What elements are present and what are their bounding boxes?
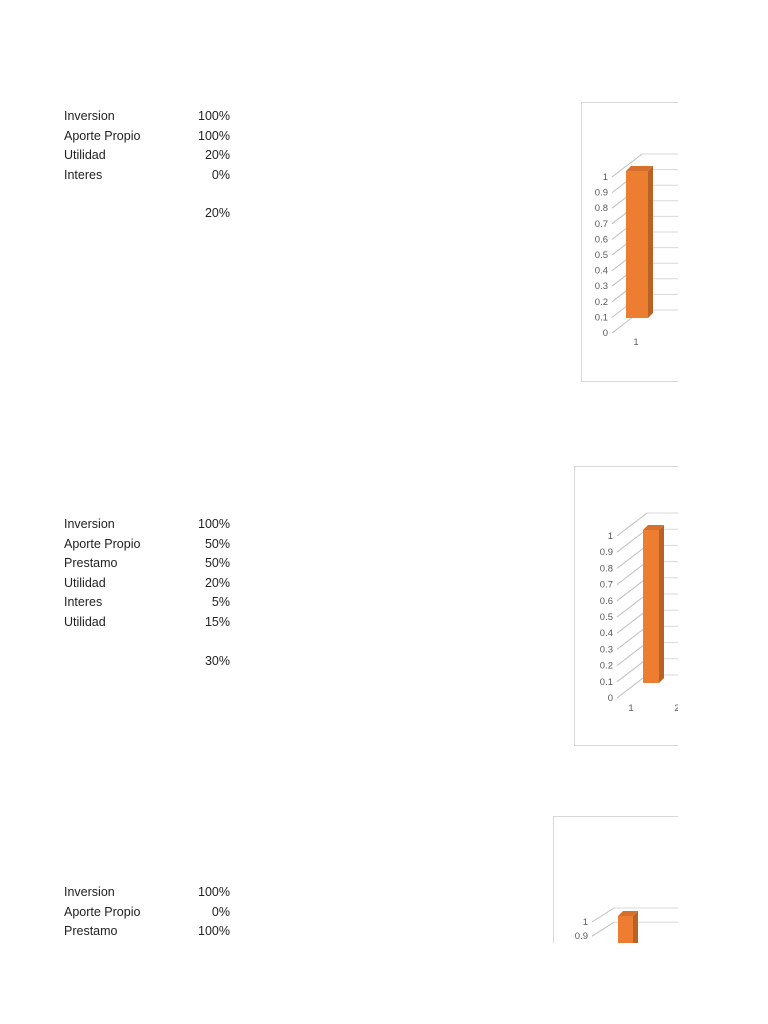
y-tick-label: 1	[602, 172, 608, 183]
table-row	[64, 127, 234, 147]
table-row	[64, 903, 234, 923]
table-row	[64, 107, 234, 127]
table-row	[64, 515, 234, 535]
row-label: Interes	[64, 167, 103, 182]
row-label: Interes	[64, 595, 103, 610]
bar-side	[659, 525, 664, 683]
row-label: Utilidad	[64, 148, 106, 163]
y-tick-label: 0.2	[594, 296, 608, 308]
total-value: 30%	[204, 653, 230, 668]
row-value: 100%	[198, 109, 230, 123]
x-tick-label: 1	[633, 337, 639, 348]
y-tick-label: 0.8	[594, 203, 608, 215]
row-label: Utilidad	[64, 614, 106, 629]
y-tick-label: 0.1	[594, 312, 608, 324]
total-row	[64, 204, 234, 224]
y-tick-label: 0	[602, 328, 608, 339]
row-value: 15%	[204, 614, 230, 629]
row-value: 0%	[211, 167, 230, 182]
row-value: 100%	[198, 885, 230, 899]
row-label: Utilidad	[64, 575, 106, 590]
y-tick-label: 0.3	[599, 644, 613, 656]
y-tick-label: 0.6	[594, 234, 608, 246]
x-tick-label: 2	[674, 703, 680, 714]
row-label: Prestamo	[64, 556, 118, 571]
y-tick-label: 0.8	[599, 563, 613, 575]
y-tick-label: 0.2	[599, 660, 613, 672]
y-tick-label: 0.4	[599, 628, 613, 640]
row-label: Inversion	[64, 517, 115, 531]
table-row	[64, 922, 234, 942]
y-tick-label: 0.3	[594, 281, 608, 293]
y-tick-label: 1	[582, 917, 588, 928]
row-label: Prestamo	[64, 924, 118, 939]
y-tick-label: 0.7	[599, 579, 613, 591]
chart-2[interactable]	[574, 466, 678, 746]
chart-1-svg	[582, 103, 678, 381]
row-value: 100%	[198, 128, 230, 143]
y-tick-label: 0.5	[599, 612, 613, 623]
chart-3-svg	[554, 817, 678, 943]
row-value: 5%	[211, 595, 230, 610]
row-label: Aporte Propio	[64, 536, 141, 551]
bar-front	[643, 530, 659, 683]
x-tick-label: 1	[628, 703, 634, 714]
row-value: 50%	[204, 536, 230, 551]
table-row	[64, 554, 234, 574]
table-row	[64, 593, 234, 613]
y-tick-label: 0.1	[599, 676, 613, 688]
bar-front	[618, 916, 633, 943]
y-tick-label: 0.9	[594, 187, 608, 199]
row-value: 50%	[204, 556, 230, 571]
total-value: 20%	[204, 206, 230, 221]
row-label: Aporte Propio	[64, 904, 141, 919]
bar-front	[626, 171, 648, 318]
row-value: 100%	[198, 924, 230, 939]
table-row	[64, 535, 234, 555]
gridline-diagonal	[592, 908, 614, 922]
y-tick-label: 0.9	[574, 931, 588, 943]
section-1-table	[64, 107, 234, 224]
y-tick-label: 0.7	[594, 218, 608, 230]
table-row	[64, 166, 234, 186]
row-value: 20%	[204, 575, 230, 590]
row-label: Inversion	[64, 885, 115, 899]
section-3-table	[64, 883, 234, 942]
chart-3[interactable]	[553, 816, 678, 943]
chart-2-svg	[575, 467, 678, 745]
bar-side	[633, 911, 638, 943]
y-tick-label: 1	[607, 531, 613, 542]
y-tick-label: 0	[607, 693, 613, 704]
table-row	[64, 146, 234, 166]
total-row	[64, 652, 234, 672]
bar-side	[648, 166, 653, 318]
table-row	[64, 574, 234, 594]
y-tick-label: 0.6	[599, 595, 613, 607]
row-label: Aporte Propio	[64, 128, 141, 143]
table-row	[64, 883, 234, 903]
row-value: 100%	[198, 517, 230, 531]
y-tick-label: 0.9	[599, 547, 613, 559]
row-value: 20%	[204, 148, 230, 163]
section-2-table	[64, 515, 234, 671]
gridline-diagonal	[592, 922, 614, 936]
row-label: Inversion	[64, 109, 115, 123]
row-value: 0%	[211, 904, 230, 919]
y-tick-label: 0.5	[594, 250, 608, 261]
chart-1[interactable]	[581, 102, 678, 382]
table-row	[64, 613, 234, 633]
y-tick-label: 0.4	[594, 265, 608, 277]
